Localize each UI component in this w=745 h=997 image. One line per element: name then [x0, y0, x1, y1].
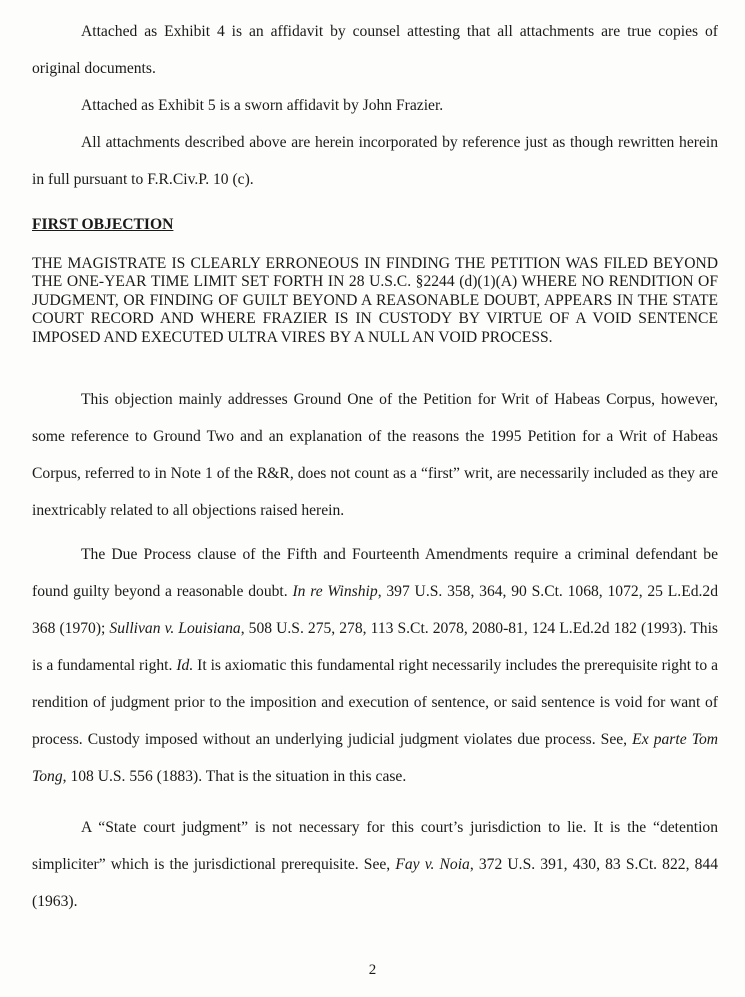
- text-run: A “State court judgment” is not necessary for this court’s jurisdiction to lie. It is the “detention simpliciter” which is the jurisdictional prerequisite. See,: [32, 819, 718, 873]
- text-run: It is axiomatic this fundamental right necessarily includes the prerequisite right to a rendition of judgment prior to the imposition and execution of sentence, or said sentence is void for want of process. Custody imposed without an underlying judicial judgment violates due process. See,: [32, 657, 718, 748]
- paragraph-jurisdiction: [32, 809, 718, 920]
- paragraph-due-process: [32, 536, 718, 795]
- case-citation: Fay v. Noia: [395, 856, 470, 873]
- id-citation: Id.: [176, 657, 194, 674]
- text-run: , 108 U.S. 556 (1883). That is the situation in this case.: [62, 768, 407, 785]
- section-heading: FIRST OBJECTION: [32, 216, 174, 233]
- text-run: , 397 U.S. 358, 364, 90 S.Ct. 1068, 1072, 25 L.Ed.2d 368 (1970);: [32, 583, 719, 637]
- paragraph-objection-scope: This objection mainly addresses Ground One of the Petition for Writ of Habeas Corpus, however, some reference to Ground Two and an explanation of the reasons the 1995 Petition for a Writ of Habeas Corpus, referred to in Note 1 of the R&R, does not count as a “first” writ, are necessarily included as they are inextricably related to all objections raised herein.: [32, 391, 718, 519]
- case-citation: Sullivan v. Louisiana: [109, 620, 241, 637]
- text-run: , 372 U.S. 391, 430, 83 S.Ct. 822, 844 (1963).: [32, 856, 719, 910]
- paragraph-exhibit-5: Attached as Exhibit 5 is a sworn affidavit by John Frazier.: [81, 97, 444, 114]
- paragraph-exhibit-4: Attached as Exhibit 4 is an affidavit by counsel attesting that all attachments are true copies of original documents.: [32, 23, 718, 77]
- text-run: , 508 U.S. 275, 278, 113 S.Ct. 2078, 2080-81, 124 L.Ed.2d 182 (1993). This is a fundamental right.: [32, 620, 718, 674]
- case-citation: Ex parte Tom Tong: [32, 731, 718, 785]
- paragraph-incorporation: All attachments described above are herein incorporated by reference just as though rewritten herein in full pursuant to F.R.Civ.P. 10 (c).: [32, 134, 718, 188]
- case-citation: In re Winship: [292, 583, 378, 600]
- objection-statement: THE MAGISTRATE IS CLEARLY ERRONEOUS IN FINDING THE PETITION WAS FILED BEYOND THE ONE-YEAR TIME LIMIT SET FORTH IN 28 U.S.C. §2244 (d)(1)(A) WHERE NO RENDITION OF JUDGMENT, OR FINDING OF GUILT BEYOND A REASONABLE DOUBT, APPEARS IN THE STATE COURT RECORD AND WHERE FRAZIER IS IN CUSTODY BY VIRTUE OF A VOID SENTENCE IMPOSED AND EXECUTED ULTRA VIRES BY A NULL AN VOID PROCESS.: [32, 255, 718, 346]
- text-run: The Due Process clause of the Fifth and Fourteenth Amendments require a criminal defendant be found guilty beyond a reasonable doubt.: [32, 546, 718, 600]
- page-number: 2: [368, 962, 377, 978]
